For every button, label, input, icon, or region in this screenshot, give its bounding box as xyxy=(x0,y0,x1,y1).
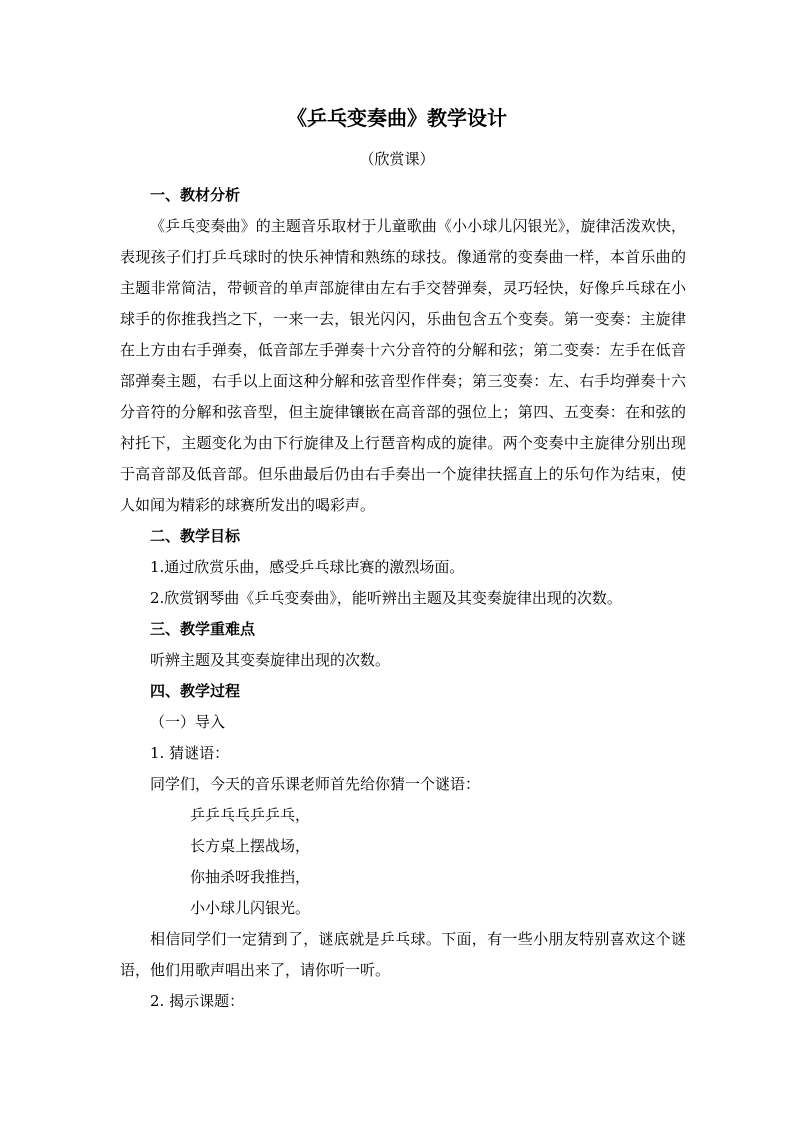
section-heading-key-points: 三、教学重难点 xyxy=(150,620,256,638)
riddle-line-1: 乒乒乓乓乒乒乓， xyxy=(190,806,311,824)
section-heading-process: 四、教学过程 xyxy=(150,682,241,700)
process-subheading-intro: （一）导入 xyxy=(150,713,226,731)
riddle-answer-paragraph: 相信同学们一定猜到了，谜底就是乒乓球。下面，有一些小朋友特别喜欢这个谜语，他们用歌声唱出来了，请你听一听。 xyxy=(120,930,686,979)
riddle-line-4: 小小球儿闪银光。 xyxy=(190,899,311,917)
document-title: 《乒乓变奏曲》教学设计 xyxy=(287,106,507,130)
process-step-riddle: 1. 猜谜语： xyxy=(150,744,230,762)
document-body xyxy=(120,180,686,1017)
riddle-line-2: 长方桌上摆战场， xyxy=(190,837,311,855)
riddle-intro: 同学们，今天的音乐课老师首先给你猜一个谜语： xyxy=(150,775,481,793)
riddle-line-3: 你抽杀呀我推挡， xyxy=(190,868,311,886)
section-heading-goals: 二、教学目标 xyxy=(150,527,241,545)
goal-item-2: 2.欣赏钢琴曲《乒乓变奏曲》，能听辨出主题及其变奏旋律出现的次数。 xyxy=(150,589,622,607)
document-subtitle: （欣赏课） xyxy=(359,150,435,168)
section-heading-analysis: 一、教材分析 xyxy=(150,186,241,204)
goal-item-1: 1.通过欣赏乐曲，感受乒乓球比赛的激烈场面。 xyxy=(150,558,465,576)
analysis-paragraph: 《乒乓变奏曲》的主题音乐取材于儿童歌曲《小小球儿闪银光》，旋律活泼欢快，表现孩子们打乒乓球时的快乐神情和熟练的球技。像通常的变奏曲一样，本首乐曲的主题非常简洁，带顿音的单声部旋律由左右手交替弹奏，灵巧轻快，好像乒乓球在小球手的你推我挡之下，一来一去，银光闪闪，乐曲包含五个变奏。第一变奏：主旋律在上方由右手弹奏，低音部左手弹奏十六分音符的分解和弦；第二变奏：左手在低音部弹奏主题，右手以上面这种分解和弦音型作伴奏；第三变奏：左、右手均弹奏十六分音符的分解和弦音型，但主旋律镶嵌在高音部的强位上；第四、五变奏：在和弦的衬托下，主题变化为由下行旋律及上行琶音构成的旋律。两个变奏中主旋律分别出现于高音部及低音部。但乐曲最后仍由右手奏出一个旋律扶摇直上的乐句作为结束，使人如闻为精彩的球赛所发出的喝彩声。 xyxy=(120,217,686,514)
process-step-topic: 2. 揭示课题： xyxy=(150,992,245,1010)
key-points-text: 听辨主题及其变奏旋律出现的次数。 xyxy=(150,651,391,669)
